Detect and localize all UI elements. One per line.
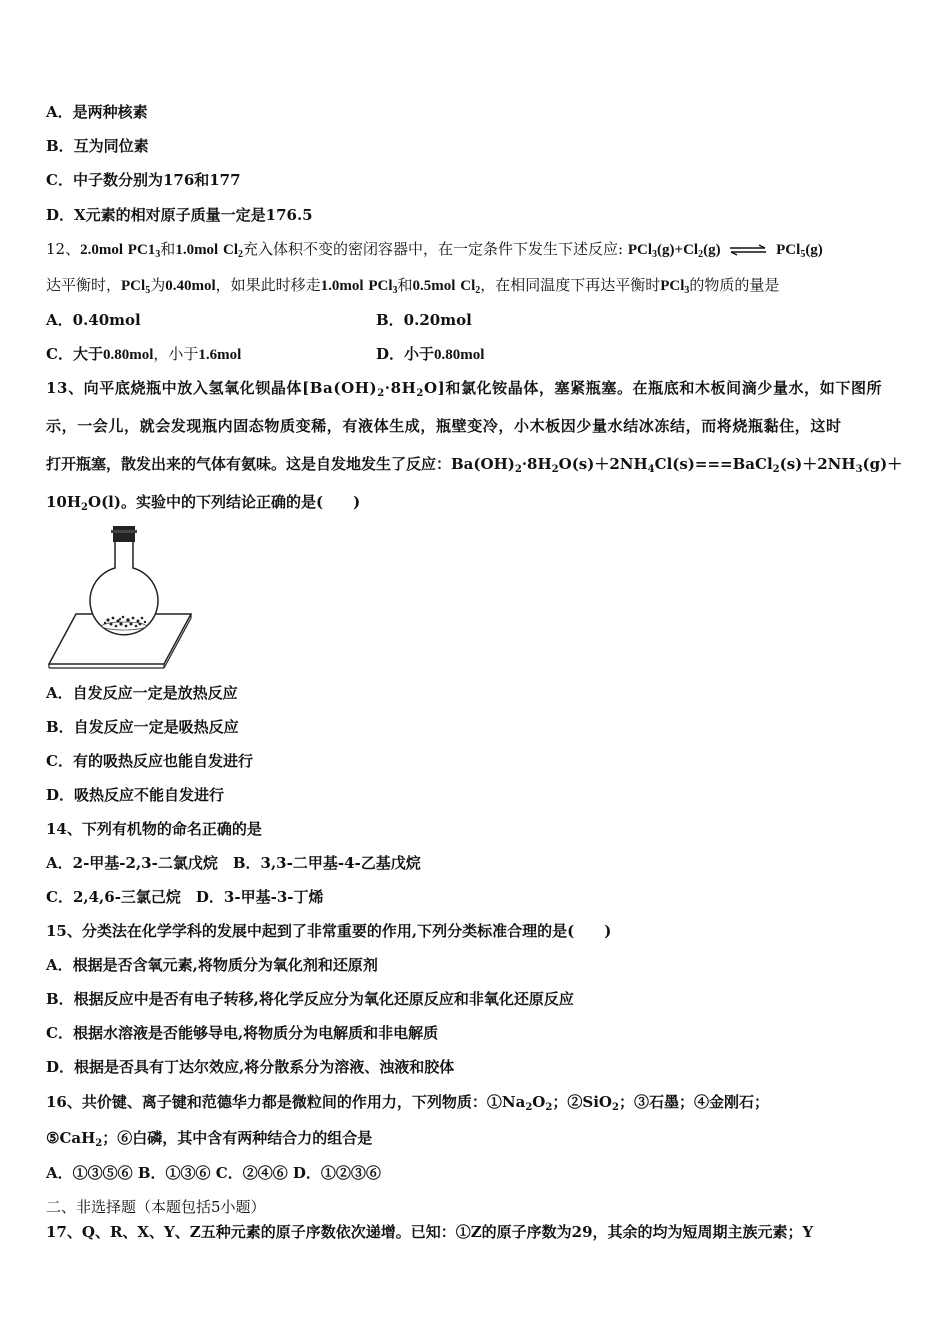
q13-option-c: C．有的吸热反应也能自发进行: [46, 752, 253, 770]
q11-option-d: D．X元素的相对原子质量一定是176.5: [46, 206, 313, 224]
q12-option-b: B．0.20mol: [376, 311, 472, 329]
q16-stem-line2: ⑤CaH$_2$；⑥白磷，其中含有两种结合力的组合是: [46, 1129, 373, 1149]
q11-option-c: C．中子数分别为176和177: [46, 171, 241, 189]
q15-stem: 15、分类法在化学学科的发展中起到了非常重要的作用,下列分类标准合理的是( ): [46, 922, 612, 940]
q15-option-a: A．根据是否含氧元素,将物质分为氧化剂和还原剂: [46, 956, 378, 974]
q13-stem-line1: 13、向平底烧瓶中放入氢氧化钡晶体$[Ba(OH)_2\cdot 8H_2O]$和氯化铵晶体，塞紧瓶塞。在瓶底和木板间滴少量水，如下图所: [46, 379, 883, 399]
q14-options-ab: A．2-甲基-2,3-二氯戊烷 B．3,3-二甲基-4-乙基戊烷: [46, 854, 421, 872]
q14-options-cd: C．2,4,6-三氯己烷 D．3-甲基-3-丁烯: [46, 888, 324, 906]
q12-stem-line1: 12、2.0mol $PC1_3$和1.0mol $Cl_2$充入体积不变的密闭容器中，在一定条件下发生下述反应: $PCl_3(g)+Cl_2(g)$ PCl$_5$(g): [46, 240, 823, 260]
section-title: 二、非选择题（本题包括5小题）: [46, 1198, 266, 1216]
q13-stem-line2: 示，一会儿，就会发现瓶内固态物质变稀，有液体生成，瓶壁变冷，小木板因少量水结冰冻结，而将烧瓶黏住，这时: [46, 417, 842, 435]
q12-stem-line2: 达平衡时，PCl$_5$为0.40mol，如果此时移走1.0mol PCl$_3$和0.5mol $Cl_2$，在相同温度下再达平衡时PCl$_3$的物质的量是: [46, 276, 780, 296]
q14-stem: 14、下列有机物的命名正确的是: [46, 820, 262, 838]
q13-stem-line4: $10H_2O(l)$。实验中的下列结论正确的是( ): [46, 493, 361, 513]
q12-option-a: A．0.40mol: [46, 311, 141, 329]
q12-option-d: D．小于0.80mol: [376, 345, 485, 363]
q15-option-b: B．根据反应中是否有电子转移,将化学反应分为氧化还原反应和非氧化还原反应: [46, 990, 574, 1008]
q15-option-d: D．根据是否具有丁达尔效应,将分散系分为溶液、浊液和胶体: [46, 1058, 455, 1076]
flask-on-board-figure: [46, 524, 196, 669]
equilibrium-arrow-icon: [729, 244, 767, 256]
q12-option-c: C．大于0.80mol，小于1.6mol: [46, 345, 242, 363]
q13-stem-line3: 打开瓶塞，散发出来的气体有氨味。这是自发地发生了反应：$Ba(OH)_2\cdot 8H_2O(s)+2NH_4Cl(s)===BaCl_2(s)+2NH_3(g)+$: [46, 455, 903, 475]
q13-option-d: D．吸热反应不能自发进行: [46, 786, 225, 804]
q11-option-a: A．是两种核素: [46, 103, 148, 121]
q15-option-c: C．根据水溶液是否能够导电,将物质分为电解质和非电解质: [46, 1024, 439, 1042]
q16-stem-line1: 16、共价键、离子键和范德华力都是微粒间的作用力，下列物质：$①Na_2O_2$；②SiO$_2$；③石墨；④金刚石；: [46, 1093, 769, 1113]
round-flask: [90, 526, 158, 635]
q13-option-a: A．自发反应一定是放热反应: [46, 684, 238, 702]
q12-equation: $PCl_3(g)+Cl_2(g)$: [627, 242, 721, 260]
q16-options: A．①③⑤⑥ B．①③⑥ C．②④⑥ D．①②③⑥: [46, 1164, 381, 1182]
q17-stem-line1: 17、Q、R、X、Y、Z五种元素的原子序数依次递增。已知：①Z的原子序数为29，其余的均为短周期主族元素；Y: [46, 1223, 814, 1241]
q13-option-b: B．自发反应一定是吸热反应: [46, 718, 239, 736]
q11-option-b: B．互为同位素: [46, 137, 149, 155]
